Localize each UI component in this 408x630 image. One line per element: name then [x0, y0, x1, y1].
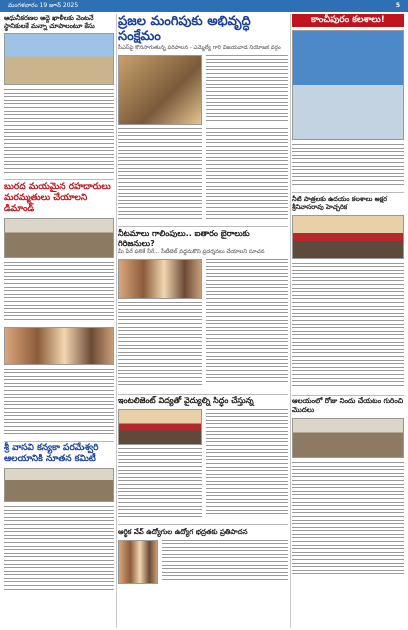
story-4-heading: ఆర్థిక వేవ్ ఉద్యోగుల ఉద్యోగ భద్రతకు ప్రతిపాదన — [118, 527, 248, 536]
lead-row — [118, 55, 288, 125]
center-column — [118, 14, 288, 628]
story-2-body — [118, 302, 202, 392]
right-column — [292, 14, 404, 628]
story-2-body — [4, 262, 114, 324]
story-2-photo — [292, 215, 404, 259]
story-2-photo — [118, 259, 202, 299]
story-2b-photo — [4, 327, 114, 365]
story-4-photo — [118, 540, 158, 584]
banner-photo — [292, 30, 404, 140]
story-2-body — [292, 263, 404, 393]
story-2-subheading: మీ పేరే పలికే నీరే... సీటీటెల్ వద్దనుకొని ప్రదర్శనలు చేయాలని సూచన — [118, 248, 265, 255]
story-3-body — [292, 462, 404, 582]
story-3-heading: ఆలయంలో రోజు నిందు చేయటం గురించి మొదలు — [292, 397, 404, 414]
story-2-heading: నీటమాలు గాలింపులు.. ఐతారం బైరాలుకు గిరిజనులు? — [118, 228, 250, 248]
story-2b-body — [4, 369, 114, 439]
story-2-photo — [4, 218, 114, 258]
story-2-heading: బురద మయమైన రహదారులు మరమ్మతులు చేయాలని డిమాండ్ — [4, 181, 111, 214]
lead-subheading: సీఎస్‌పై కొనసాగుతున్న పరిపాలన - ఎమ్మెల్యే గారి విజయవాడ నియోజక వర్గం — [118, 45, 281, 51]
right-banner-heading: కాంచీపురం కలశాలు! — [292, 14, 404, 27]
story-3-body — [4, 506, 114, 596]
lead-photo — [118, 55, 202, 125]
story-1-body — [4, 89, 114, 177]
story-3-photo — [118, 409, 202, 445]
page-number: 5 — [395, 2, 400, 9]
column-divider — [116, 14, 117, 628]
story-3-photo — [292, 418, 404, 458]
story-1-photo — [4, 33, 114, 85]
lead-body-left — [118, 128, 202, 224]
story-3-photo — [4, 468, 114, 502]
story-3-heading: ఇంటలిజెంట్ విద్యతో వైద్యుల్ని సిద్ధం చేస్తున్న — [118, 396, 254, 405]
page-header-bar — [0, 0, 408, 12]
story-2-heading: నీటి పాత్రలకు ఉదయం కలశాలు అక్షర శ్రీనివాసరావు హెచ్చరిక — [292, 194, 388, 211]
column-divider — [290, 14, 291, 628]
lead-body-right — [206, 55, 288, 125]
left-column — [4, 14, 114, 628]
story-3-body-continued — [206, 409, 288, 522]
story-2-body-continued — [206, 259, 288, 392]
story-3-body — [118, 448, 202, 522]
dateline: మంగళవారం 19 జూన్ 2025 — [8, 2, 79, 9]
story-1-heading: ఆధునీకరణల అద్దె ఖాళీలకు వెంటనే స్థానికులకే మన్నా చూపాలంటూ కేసు — [4, 14, 95, 30]
banner-story-body — [292, 144, 404, 190]
story-3-heading: శ్రీ వాసవి కన్యకా పరమేశ్వరి ఆలయానికి నూతన కమిటీ — [4, 443, 99, 464]
lead-body-continued — [206, 128, 288, 224]
lead-heading: ప్రజల మంగిపుకు అభివృద్ధి సంక్షేమం — [118, 14, 251, 44]
story-4-body — [162, 540, 288, 584]
